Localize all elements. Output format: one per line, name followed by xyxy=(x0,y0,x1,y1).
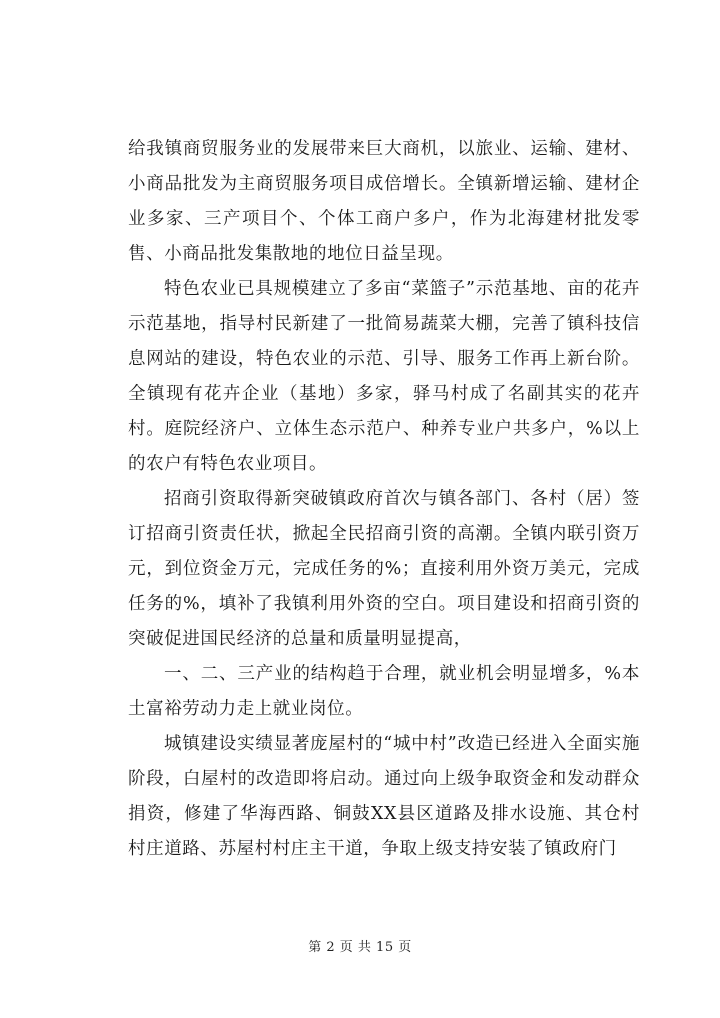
paragraph-urban-construction: 城镇建设实绩显著庞屋村的“城中村”改造已经进入全面实施阶段，白屋村的改造即将启动。通过向上级争取资金和发动群众捐资，修建了华海西路、铜鼓XX县区道路及排水设施、其仓村村庄道路、苏屋村村庄主干道，争取上级支持安装了镇政府门 xyxy=(128,734,640,859)
paragraph-agriculture: 特色农业已具规模建立了多亩“菜篮子”示范基地、亩的花卉示范基地，指导村民新建了一批简易蔬菜大棚，完善了镇科技信息网站的建设，特色农业的示范、引导、服务工作再上新台阶。全镇现有花卉企业（基地）多家，驿马村成了名副其实的花卉村。庭院经济户、立体生态示范户、种养专业户共多户，%以上的农户有特色农业项目。 xyxy=(128,279,640,474)
paragraph-industry-structure: 一、二、三产业的结构趋于合理，就业机会明显增多，%本土富裕劳动力走上就业岗位。 xyxy=(128,664,640,719)
paragraph-commerce: 给我镇商贸服务业的发展带来巨大商机，以旅业、运输、建材、小商品批发为主商贸服务项目成倍增长。全镇新增运输、建材企业多家、三产项目个、个体工商户多户，作为北海建材批发零售、小商品批发集散地的地位日益呈现。 xyxy=(128,139,640,264)
page-number-footer: 第 2 页 共 15 页 xyxy=(308,940,412,955)
document-body xyxy=(128,132,640,867)
paragraph-investment: 招商引资取得新突破镇政府首次与镇各部门、各村（居）签订招商引资责任状，掀起全民招商引资的高潮。全镇内联引资万元，到位资金万元，完成任务的%；直接利用外资万美元，完成任务的%，填补了我镇利用外资的空白。项目建设和招商引资的突破促进国民经济的总量和质量明显提高， xyxy=(128,489,640,649)
